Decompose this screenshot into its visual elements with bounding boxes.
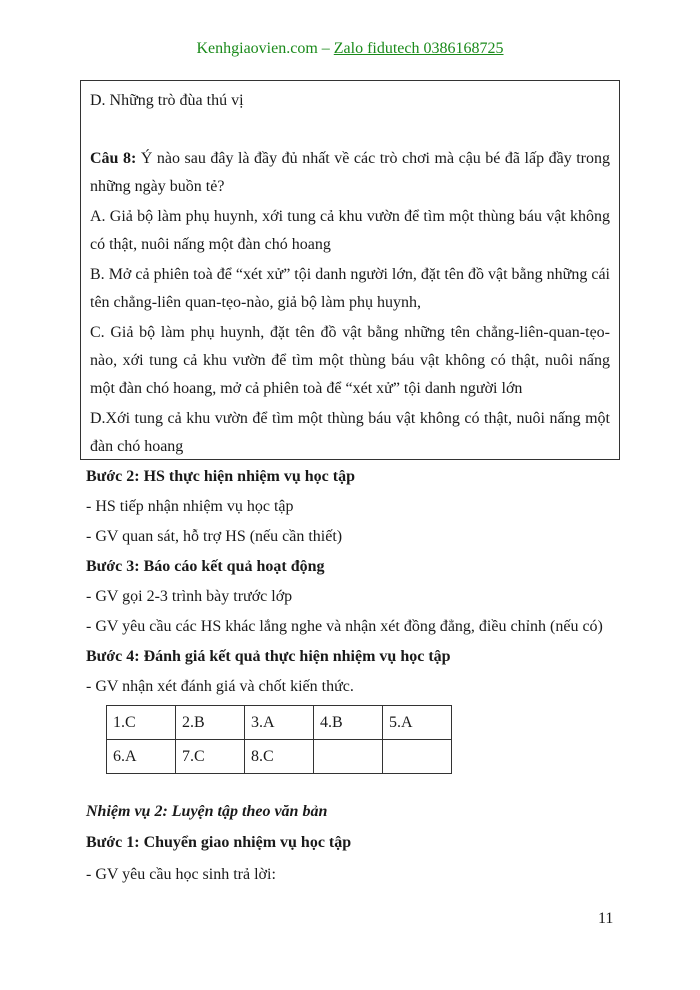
step2-line1: - HS tiếp nhận nhiệm vụ học tập xyxy=(86,498,294,515)
question-8-text: Ý nào sau đây là đầy đủ nhất về các trò chơi mà cậu bé đã lấp đầy trong những ngày buồn tẻ? xyxy=(90,150,611,195)
previous-option-d: D. Những trò đùa thú vị xyxy=(90,92,244,109)
table-cell: 8.C xyxy=(245,740,314,774)
step2-line2: - GV quan sát, hỗ trợ HS (nếu cần thiết) xyxy=(86,528,343,545)
page-number: 11 xyxy=(598,910,614,927)
step3-line1: - GV gọi 2-3 trình bày trước lớp xyxy=(86,588,293,605)
question-box xyxy=(80,80,620,460)
table-row xyxy=(107,740,452,774)
activity-steps xyxy=(86,462,626,702)
step3-title: Bước 3: Báo cáo kết quả hoạt động xyxy=(86,558,325,575)
option-b: B. Mở cả phiên toà để “xét xử” tội danh người lớn, đặt tên đồ vật bằng những cái tên chẳng-liên quan-tẹo-nào, giả bộ làm phụ huynh, xyxy=(90,266,610,311)
step4-line1: - GV nhận xét đánh giá và chốt kiến thức. xyxy=(86,678,354,695)
task2-title: Nhiệm vụ 2: Luyện tập theo văn bản xyxy=(86,803,328,820)
answer-table xyxy=(106,705,452,774)
table-row xyxy=(107,706,452,740)
table-cell: 2.B xyxy=(176,706,245,740)
question-8 xyxy=(90,145,610,201)
spacer xyxy=(90,115,610,145)
table-cell xyxy=(314,740,383,774)
option-a: A. Giả bộ làm phụ huynh, xới tung cả khu vườn để tìm một thùng báu vật không có thật, nuôi nấng một đàn chó hoang xyxy=(90,208,610,253)
task2-step1-line1: - GV yêu cầu học sinh trả lời: xyxy=(86,866,276,883)
task2-step1-title: Bước 1: Chuyển giao nhiệm vụ học tập xyxy=(86,834,352,851)
site-name[interactable]: Kenhgiaovien.com xyxy=(196,40,318,57)
contact-link[interactable]: Zalo fidutech 0386168725 xyxy=(333,40,504,57)
header-separator: – xyxy=(317,40,334,57)
table-cell: 6.A xyxy=(107,740,176,774)
step3-line2: - GV yêu cầu các HS khác lắng nghe và nhận xét đồng đẳng, điều chỉnh (nếu có) xyxy=(86,618,603,635)
table-cell: 1.C xyxy=(107,706,176,740)
table-cell: 7.C xyxy=(176,740,245,774)
table-cell: 5.A xyxy=(383,706,452,740)
step2-title: Bước 2: HS thực hiện nhiệm vụ học tập xyxy=(86,468,355,485)
question-8-label: Câu 8: xyxy=(90,150,137,167)
table-cell: 3.A xyxy=(245,706,314,740)
table-cell xyxy=(383,740,452,774)
option-c: C. Giả bộ làm phụ huynh, đặt tên đồ vật bằng những tên chẳng-liên-quan-tẹo-nào, xới tung cả khu vườn để tìm một thùng báu vật không có thật, nuôi nấng một đàn chó hoang, mở cả phiên toà để “xét xử” tội danh người lớn xyxy=(90,324,610,397)
step4-title: Bước 4: Đánh giá kết quả thực hiện nhiệm vụ học tập xyxy=(86,648,451,665)
option-d: D.Xới tung cả khu vườn để tìm một thùng báu vật không có thật, nuôi nấng một đàn chó hoang xyxy=(90,410,610,455)
table-cell: 4.B xyxy=(314,706,383,740)
page-header xyxy=(0,40,700,58)
